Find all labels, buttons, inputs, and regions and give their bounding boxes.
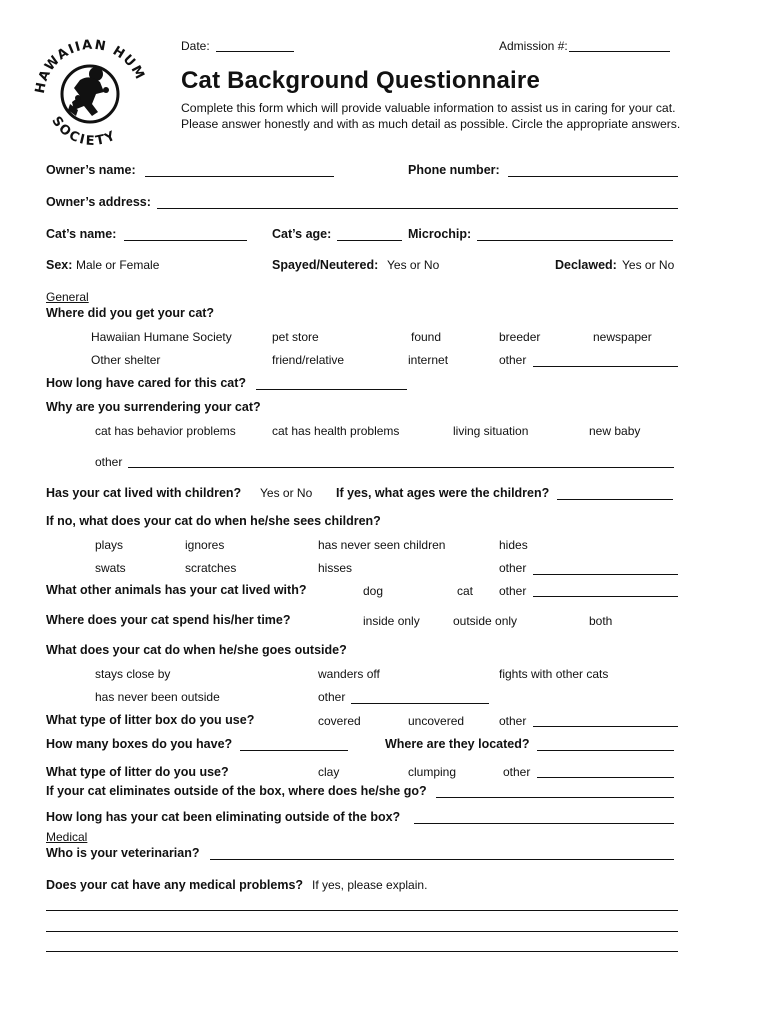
animals-option-other[interactable]: other xyxy=(499,584,527,598)
where-other-field[interactable] xyxy=(533,366,678,367)
litter-other-field[interactable] xyxy=(537,777,674,778)
sees-option-plays[interactable]: plays xyxy=(95,538,124,552)
sees-option-swats[interactable]: swats xyxy=(95,561,126,575)
where-option-pet-store[interactable]: pet store xyxy=(272,330,319,344)
where-option-found[interactable]: found xyxy=(411,330,442,344)
logo-ring-top-text: HAWAIIAN HUM xyxy=(32,37,148,95)
sees-option-hisses[interactable]: hisses xyxy=(318,561,353,575)
medical-section-heading: Medical xyxy=(46,830,88,844)
page-title: Cat Background Questionnaire xyxy=(181,67,540,94)
medical-answer-line-2[interactable] xyxy=(46,931,678,932)
sees-option-ignores[interactable]: ignores xyxy=(185,538,225,552)
ages-question: If yes, what ages were the children? xyxy=(336,486,550,500)
hawaiian-humane-society-logo xyxy=(30,28,150,148)
spend-option-outside[interactable]: outside only xyxy=(453,614,518,628)
outside-option-fights[interactable]: fights with other cats xyxy=(499,667,609,681)
where-question: Where did you get your cat? xyxy=(46,306,215,320)
outside-option-never[interactable]: has never been outside xyxy=(95,690,220,704)
children-options[interactable]: Yes or No xyxy=(260,486,313,500)
why-option-other[interactable]: other xyxy=(95,455,123,469)
sees-option-other[interactable]: other xyxy=(499,561,527,575)
why-option-baby[interactable]: new baby xyxy=(589,424,641,438)
outside-question: What does your cat do when he/she goes outside? xyxy=(46,643,347,657)
litter-option-clumping[interactable]: clumping xyxy=(408,765,457,779)
phone-label: Phone number: xyxy=(408,163,500,177)
litter-option-other[interactable]: other xyxy=(503,765,531,779)
vet-field[interactable] xyxy=(210,859,674,860)
ages-field[interactable] xyxy=(557,499,673,500)
elim-where-question: If your cat eliminates outside of the box, where does he/she go? xyxy=(46,784,427,798)
admission-label: Admission #: xyxy=(499,39,568,53)
boxtype-option-covered[interactable]: covered xyxy=(318,714,361,728)
medical-problems-question: Does your cat have any medical problems? xyxy=(46,878,304,892)
sex-options[interactable]: Male or Female xyxy=(76,258,160,272)
children-question: Has your cat lived with children? xyxy=(46,486,242,500)
outside-option-other[interactable]: other xyxy=(318,690,346,704)
spend-option-both[interactable]: both xyxy=(589,614,613,628)
animals-other-field[interactable] xyxy=(533,596,678,597)
sees-option-scratches[interactable]: scratches xyxy=(185,561,237,575)
cat-age-field[interactable] xyxy=(337,240,402,241)
date-label: Date: xyxy=(181,39,210,53)
where-option-newspaper[interactable]: newspaper xyxy=(593,330,652,344)
sees-other-field[interactable] xyxy=(533,574,678,575)
boxtype-option-other[interactable]: other xyxy=(499,714,527,728)
vet-question: Who is your veterinarian? xyxy=(46,846,200,860)
logo-ring-bottom-text: SOCIETY xyxy=(48,113,120,148)
why-question: Why are you surrendering your cat? xyxy=(46,400,261,414)
spayed-options[interactable]: Yes or No xyxy=(387,258,440,272)
medical-answer-line-1[interactable] xyxy=(46,910,678,911)
where-option-hhs[interactable]: Hawaiian Humane Society xyxy=(91,330,232,344)
microchip-field[interactable] xyxy=(477,240,673,241)
located-question: Where are they located? xyxy=(385,737,530,751)
spend-question: Where does your cat spend his/her time? xyxy=(46,613,291,627)
outside-option-close[interactable]: stays close by xyxy=(95,667,171,681)
date-field[interactable] xyxy=(216,51,294,52)
declawed-label: Declawed: xyxy=(555,258,617,272)
sex-label: Sex: xyxy=(46,258,73,272)
spend-option-inside[interactable]: inside only xyxy=(363,614,420,628)
boxtype-other-field[interactable] xyxy=(533,726,678,727)
admission-field[interactable] xyxy=(569,51,670,52)
cat-name-field[interactable] xyxy=(124,240,247,241)
svg-text:SOCIETY xyxy=(48,114,119,148)
boxes-field[interactable] xyxy=(240,750,348,751)
animals-question: What other animals has your cat lived with? xyxy=(46,583,307,597)
owner-name-field[interactable] xyxy=(145,176,334,177)
howlong-field[interactable] xyxy=(256,389,407,390)
elim-where-field[interactable] xyxy=(436,797,674,798)
outside-option-wanders[interactable]: wanders off xyxy=(318,667,380,681)
howlong-question: How long have cared for this cat? xyxy=(46,376,247,390)
animals-option-cat[interactable]: cat xyxy=(457,584,474,598)
where-option-friend[interactable]: friend/relative xyxy=(272,353,345,367)
spayed-label: Spayed/Neutered: xyxy=(272,258,379,272)
declawed-options[interactable]: Yes or No xyxy=(622,258,675,272)
phone-field[interactable] xyxy=(508,176,678,177)
why-option-health[interactable]: cat has health problems xyxy=(272,424,400,438)
boxtype-question: What type of litter box do you use? xyxy=(46,713,255,727)
where-option-internet[interactable]: internet xyxy=(408,353,449,367)
intro-text: Complete this form which will provide valuable information to assist us in caring for your cat. Please answer honestly and with as much detail as possible. Circle the appropriate answers. xyxy=(181,101,681,131)
why-other-field[interactable] xyxy=(128,467,674,468)
cat-name-label: Cat’s name: xyxy=(46,227,117,241)
where-option-breeder[interactable]: breeder xyxy=(499,330,541,344)
owner-address-field[interactable] xyxy=(157,208,678,209)
sees-children-question: If no, what does your cat do when he/she sees children? xyxy=(46,514,381,528)
owner-address-label: Owner’s address: xyxy=(46,195,151,209)
cat-age-label: Cat’s age: xyxy=(272,227,332,241)
owner-name-label: Owner’s name: xyxy=(46,163,136,177)
boxes-question: How many boxes do you have? xyxy=(46,737,233,751)
outside-other-field[interactable] xyxy=(351,703,489,704)
litter-question: What type of litter do you use? xyxy=(46,765,229,779)
medical-answer-line-3[interactable] xyxy=(46,951,678,952)
where-option-other-shelter[interactable]: Other shelter xyxy=(91,353,161,367)
sees-option-hides[interactable]: hides xyxy=(499,538,528,552)
boxtype-option-uncovered[interactable]: uncovered xyxy=(408,714,465,728)
litter-option-clay[interactable]: clay xyxy=(318,765,340,779)
located-field[interactable] xyxy=(537,750,674,751)
microchip-label: Microchip: xyxy=(408,227,472,241)
elim-long-field[interactable] xyxy=(414,823,674,824)
animals-option-dog[interactable]: dog xyxy=(363,584,384,598)
why-option-living[interactable]: living situation xyxy=(453,424,529,438)
general-section-heading: General xyxy=(46,290,89,304)
sees-option-never[interactable]: has never seen children xyxy=(318,538,446,552)
why-option-behavior[interactable]: cat has behavior problems xyxy=(95,424,236,438)
medical-problems-note: If yes, please explain. xyxy=(312,878,428,892)
where-option-other[interactable]: other xyxy=(499,353,527,367)
elim-long-question: How long has your cat been eliminating outside of the box? xyxy=(46,810,401,824)
